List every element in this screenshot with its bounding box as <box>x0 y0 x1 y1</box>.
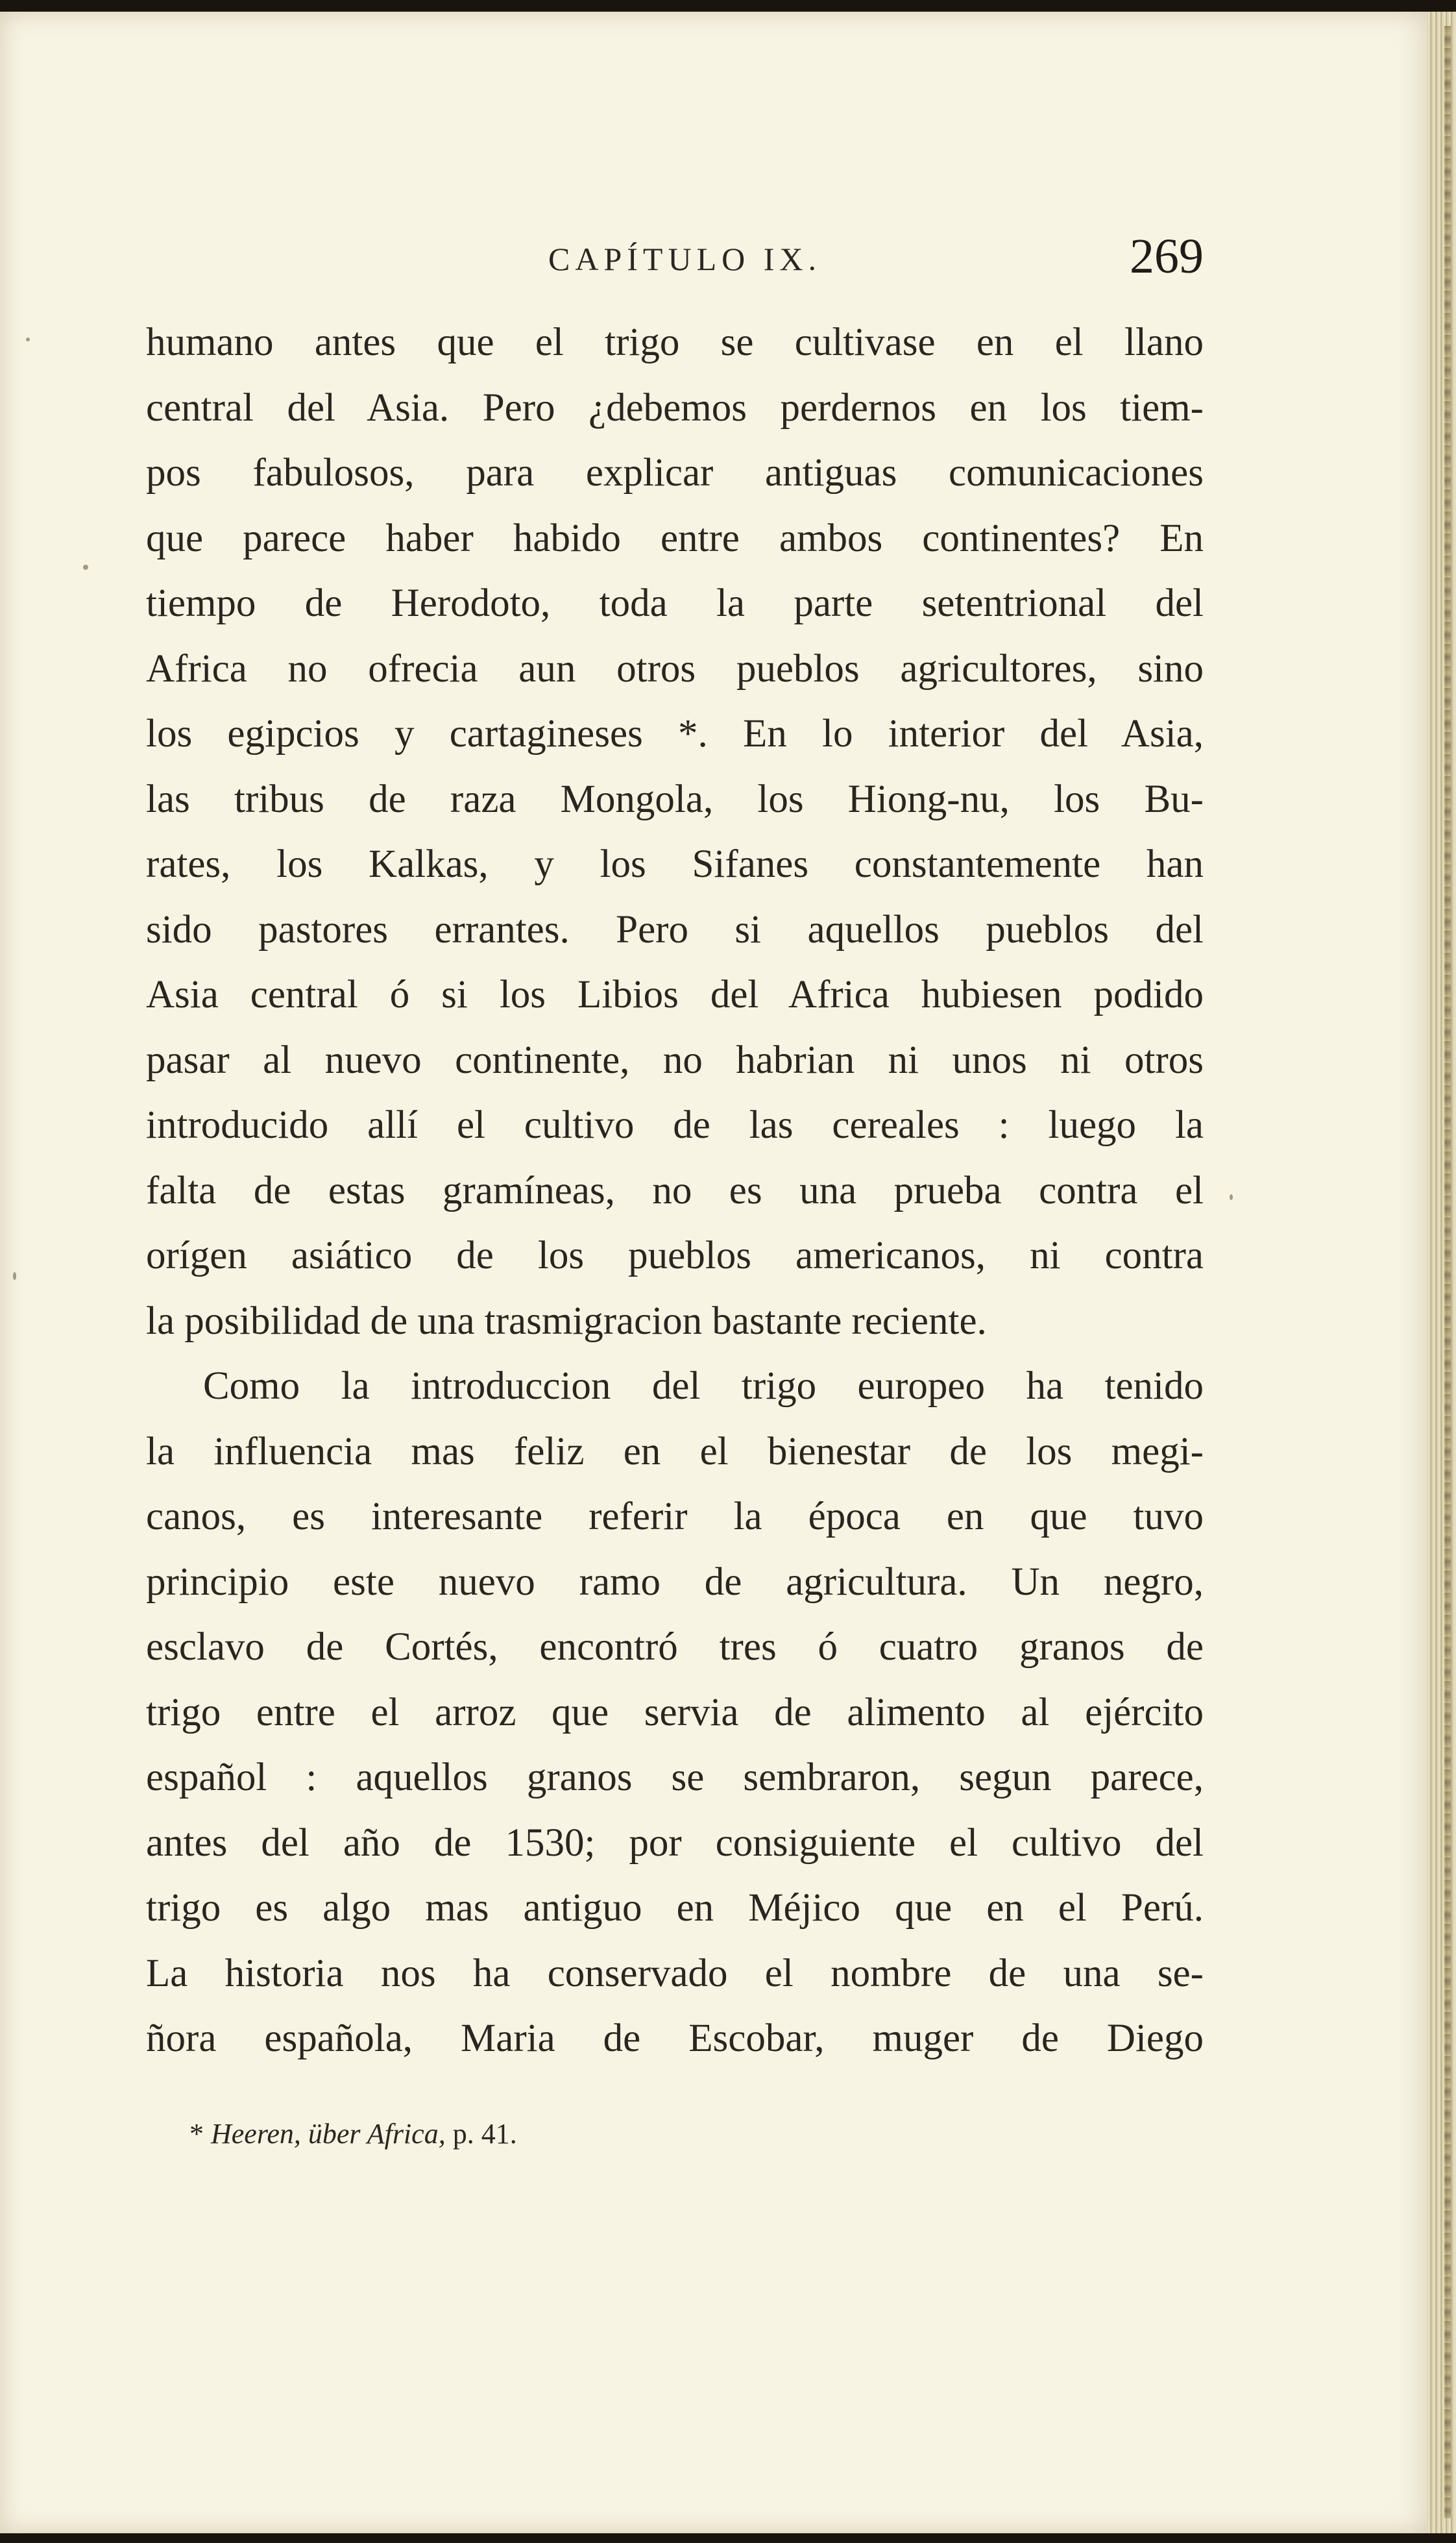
text-line: sido pastores errantes. Pero si aquellos pueblos del <box>146 907 1204 952</box>
text-line: ñora española, Maria de Escobar, muger de Diego <box>146 2017 1204 2060</box>
text-line: los egipcios y cartagineses *. En lo interior del Asia, <box>146 712 1204 756</box>
ink-speck <box>13 1272 16 1280</box>
text-line: La historia nos ha conservado el nombre de una se- <box>146 1951 1204 1995</box>
page-edge <box>1427 12 1456 2533</box>
footnote-page: p. 41. <box>452 2118 517 2150</box>
text-line: la posibilidad de una trasmigracion bastante reciente. <box>146 1299 987 1343</box>
running-head: CAPÍTULO IX. <box>548 241 821 277</box>
text-line: trigo es algo mas antiguo en Méjico que en el Perú. <box>146 1886 1204 1930</box>
text-line: humano antes que el trigo se cultivase en el llano <box>146 321 1204 364</box>
text-line: la influencia mas feliz en el bienestar de los megi- <box>146 1429 1204 1473</box>
text-line: canos, es interesante referir la época en que tuvo <box>146 1495 1204 1538</box>
text-line: Como la introduccion del trigo europeo ha tenido <box>203 1364 1204 1408</box>
text-line: trigo entre el arroz que servia de alimento al ejército <box>146 1690 1204 1734</box>
text-line: Asia central ó si los Libios del Africa hubiesen podido <box>146 973 1204 1016</box>
text-line: rates, los Kalkas, y los Sifanes constantemente han <box>146 842 1204 886</box>
text-line: orígen asiático de los pueblos americanos, ni contra <box>146 1234 1204 1277</box>
text-line: antes del año de 1530; por consiguiente el cultivo del <box>146 1821 1204 1865</box>
text-line: introducido allí el cultivo de las cereales : luego la <box>146 1103 1204 1147</box>
page-edge-shadow <box>1444 26 1451 2518</box>
text-line: principio este nuevo ramo de agricultura. Un negro, <box>146 1560 1204 1604</box>
page-header <box>146 228 1204 287</box>
text-line: pasar al nuevo continente, no habrian ni unos ni otros <box>146 1038 1204 1082</box>
text-line: que parece haber habido entre ambos continentes? En <box>146 516 1204 560</box>
page-number: 269 <box>1130 229 1204 284</box>
ink-speck <box>1230 1194 1233 1200</box>
text-line: Africa no ofrecia aun otros pueblos agricultores, sino <box>146 646 1204 691</box>
footnote <box>189 2117 517 2150</box>
body-text <box>146 310 1204 2072</box>
ink-speck <box>26 338 30 341</box>
text-line: central del Asia. Pero ¿debemos perdernos en los tiem- <box>146 386 1204 430</box>
footnote-mark: * <box>189 2118 204 2150</box>
text-line: tiempo de Herodoto, toda la parte setentrional del <box>146 582 1204 625</box>
text-line: falta de estas gramíneas, no es una prueba contra el <box>146 1168 1204 1212</box>
text-line: esclavo de Cortés, encontró tres ó cuatro granos de <box>146 1625 1204 1669</box>
text-line: español : aquellos granos se sembraron, segun parece, <box>146 1756 1204 1799</box>
ink-speck <box>83 565 88 570</box>
footnote-citation: Heeren, über Africa, <box>211 2118 446 2150</box>
text-line: las tribus de raza Mongola, los Hiong-nu, los Bu- <box>146 777 1204 821</box>
text-line: pos fabulosos, para explicar antiguas comunicaciones <box>146 451 1204 495</box>
